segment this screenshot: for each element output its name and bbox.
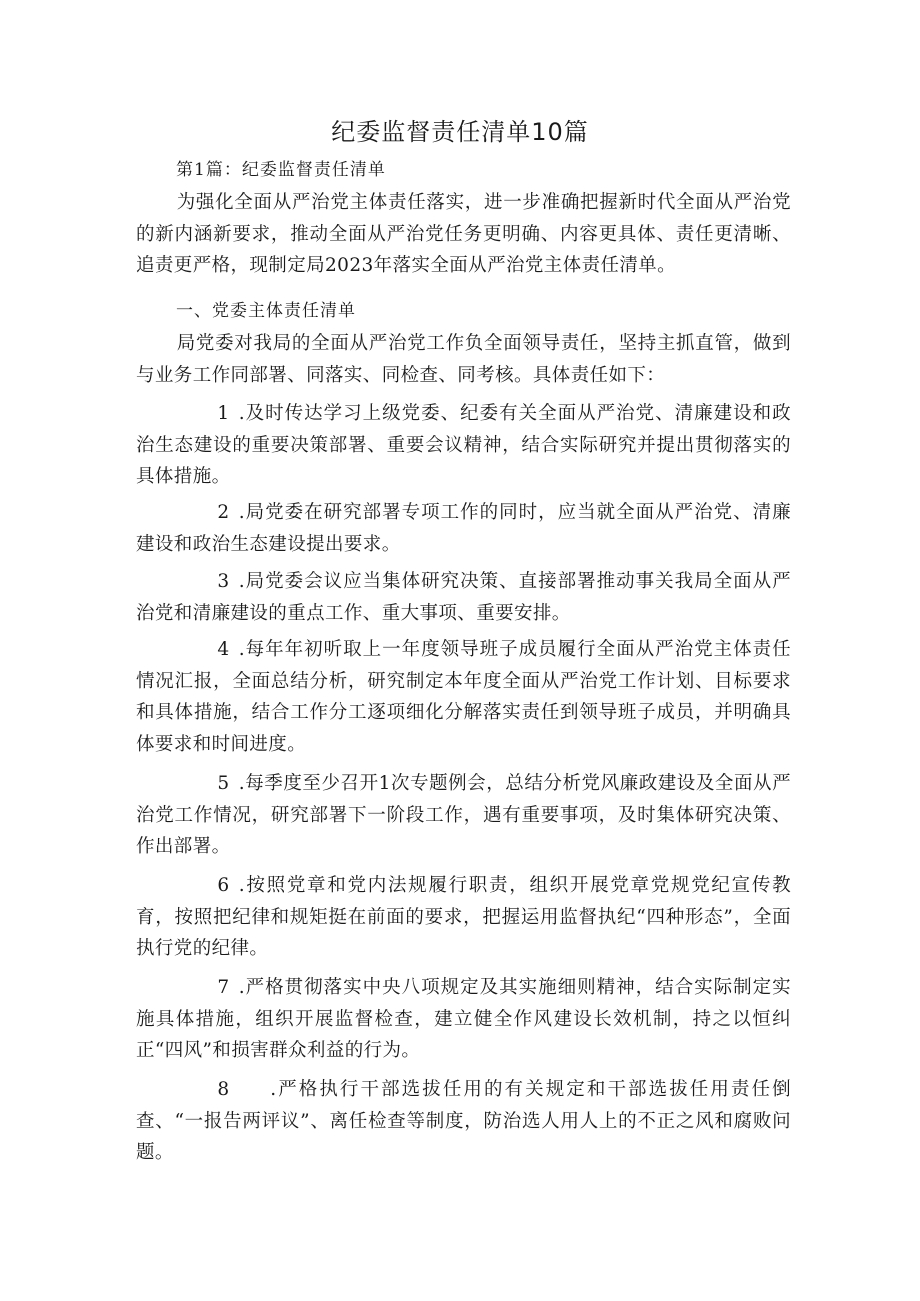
item-text: .每年年初听取上一年度领导班子成员履行全面从严治党主体责任情况汇报，全面总结分析，研究制定本年度全面从严治党工作计划、目标要求和具体措施，结合工作分工逐项细化分解落实责任到领导班子成员，并明确具体要求和时间进度。 bbox=[136, 639, 791, 755]
item-text: .按照党章和党内法规履行职责，组织开展党章党规党纪宣传教育，按照把纪律和规矩挺在前面的要求，把握运用监督执纪“四种形态”，全面执行党的纪律。 bbox=[136, 875, 791, 959]
list-item-6 bbox=[136, 870, 791, 965]
item-number: 6 bbox=[217, 875, 230, 896]
item-number: 3 bbox=[217, 571, 230, 592]
document-title: 纪委监督责任清单10篇 bbox=[331, 118, 589, 146]
item-text: .及时传达学习上级党委、纪委有关全面从严治党、清廉建设和政治生态建设的重要决策部署、重要会议精神，结合实际研究并提出贯彻落实的具体措施。 bbox=[136, 403, 791, 487]
list-item-5 bbox=[136, 768, 791, 863]
item-number: 7 bbox=[217, 977, 230, 998]
item-number: 5 bbox=[217, 773, 230, 794]
list-item-7 bbox=[136, 972, 791, 1067]
item-text: .严格贯彻落实中央八项规定及其实施细则精神，结合实际制定实施具体措施，组织开展监督检查，建立健全作风建设长效机制，持之以恒纠正“四风”和损害群众利益的行为。 bbox=[136, 977, 791, 1061]
item-number: 4 bbox=[217, 639, 230, 660]
list-item-3 bbox=[136, 566, 791, 629]
item-number: 8 bbox=[217, 1079, 230, 1100]
item-text: .局党委在研究部署专项工作的同时，应当就全面从严治党、清廉建设和政治生态建设提出要求。 bbox=[136, 502, 791, 555]
sub-intro-paragraph: 局党委对我局的全面从严治党工作负全面领导责任，坚持主抓直管，做到与业务工作同部署、同落实、同检查、同考核。具体责任如下： bbox=[136, 333, 791, 386]
sub-heading: 一、党委主体责任清单 bbox=[176, 301, 356, 321]
item-number: 2 bbox=[217, 502, 230, 523]
list-item-4 bbox=[136, 634, 791, 760]
item-text: .每季度至少召开1次专题例会，总结分析党风廉政建设及全面从严治党工作情况，研究部署下一阶段工作，遇有重要事项，及时集体研究决策、作出部署。 bbox=[136, 773, 791, 857]
item-text: .严格执行干部选拔任用的有关规定和干部选拔任用责任倒查、“一报告两评议”、离任检查等制度，防治选人用人上的不正之风和腐败问题。 bbox=[136, 1079, 791, 1163]
item-number: 1 bbox=[217, 403, 230, 424]
list-item-1 bbox=[136, 398, 791, 493]
intro-paragraph: 为强化全面从严治党主体责任落实，进一步准确把握新时代全面从严治党的新内涵新要求，推动全面从严治党任务更明确、内容更具体、责任更清晰、追责更严格，现制定局2023年落实全面从严治党主体责任清单。 bbox=[136, 192, 791, 276]
item-text: .局党委会议应当集体研究决策、直接部署推动事关我局全面从严治党和清廉建设的重点工作、重大事项、重要安排。 bbox=[136, 571, 791, 624]
list-item-8 bbox=[136, 1074, 791, 1169]
list-item-2 bbox=[136, 497, 791, 560]
section-heading: 第1篇：纪委监督责任清单 bbox=[176, 160, 386, 180]
